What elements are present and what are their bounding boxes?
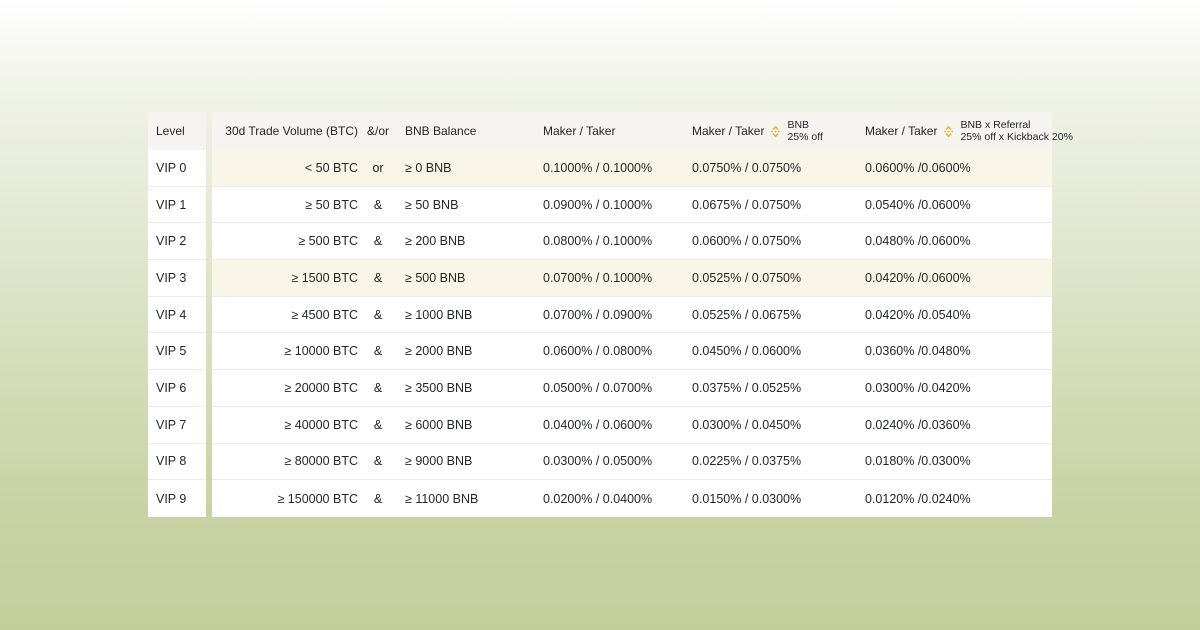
- andor-cell: &: [358, 297, 398, 334]
- maker-taker-referral-cell: 0.0240% /0.0360%: [860, 407, 1052, 444]
- trade-volume-cell: < 50 BTC: [212, 150, 358, 187]
- maker-taker-cell: 0.0700% / 0.1000%: [535, 260, 688, 297]
- maker-taker-cell: 0.0400% / 0.0600%: [535, 407, 688, 444]
- level-cell: VIP 8: [148, 444, 206, 481]
- header-bnb-balance: BNB Balance: [398, 112, 535, 150]
- level-cell: VIP 3: [148, 260, 206, 297]
- andor-cell: or: [358, 150, 398, 187]
- header-bnb-discount-line1: BNB: [787, 118, 810, 131]
- andor-cell: &: [358, 407, 398, 444]
- table-row: [148, 297, 1052, 334]
- andor-cell: &: [358, 223, 398, 260]
- andor-cell: &: [358, 444, 398, 481]
- header-referral-line1: BNB x Referral: [960, 118, 1031, 131]
- bnb-balance-cell: ≥ 6000 BNB: [398, 407, 535, 444]
- table-row: [148, 187, 1052, 224]
- bnb-balance-cell: ≥ 9000 BNB: [398, 444, 535, 481]
- maker-taker-bnb-discount-cell: 0.0225% / 0.0375%: [688, 444, 860, 481]
- bnb-balance-cell: ≥ 2000 BNB: [398, 333, 535, 370]
- header-referral-line2: 25% off x Kickback 20%: [960, 131, 1073, 143]
- bnb-balance-cell: ≥ 500 BNB: [398, 260, 535, 297]
- maker-taker-cell: 0.0300% / 0.0500%: [535, 444, 688, 481]
- level-cell: VIP 1: [148, 187, 206, 224]
- maker-taker-referral-cell: 0.0120% /0.0240%: [860, 480, 1052, 517]
- table-header-row: [148, 112, 1073, 150]
- level-cell: VIP 5: [148, 333, 206, 370]
- andor-cell: &: [358, 480, 398, 517]
- maker-taker-referral-cell: 0.0420% /0.0540%: [860, 297, 1052, 334]
- maker-taker-referral-cell: 0.0420% /0.0600%: [860, 260, 1052, 297]
- trade-volume-cell: ≥ 500 BTC: [212, 223, 358, 260]
- maker-taker-bnb-discount-cell: 0.0375% / 0.0525%: [688, 370, 860, 407]
- level-cell: VIP 7: [148, 407, 206, 444]
- level-cell: VIP 4: [148, 297, 206, 334]
- header-bnb-discount-line2: 25% off: [787, 131, 823, 143]
- header-maker-taker-bnb-prefix: Maker / Taker: [692, 124, 765, 138]
- bnb-balance-cell: ≥ 1000 BNB: [398, 297, 535, 334]
- maker-taker-cell: 0.1000% / 0.1000%: [535, 150, 688, 187]
- table-row: [148, 444, 1052, 481]
- header-andor: &/or: [358, 112, 398, 150]
- level-cell: VIP 2: [148, 223, 206, 260]
- maker-taker-bnb-discount-cell: 0.0450% / 0.0600%: [688, 333, 860, 370]
- header-level: Level: [148, 112, 206, 150]
- level-cell: VIP 9: [148, 480, 206, 517]
- trade-volume-cell: ≥ 10000 BTC: [212, 333, 358, 370]
- table-body: [148, 150, 1052, 517]
- maker-taker-referral-cell: 0.0480% /0.0600%: [860, 223, 1052, 260]
- level-cell: VIP 0: [148, 150, 206, 187]
- trade-volume-cell: ≥ 80000 BTC: [212, 444, 358, 481]
- maker-taker-cell: 0.0600% / 0.0800%: [535, 333, 688, 370]
- trade-volume-cell: ≥ 40000 BTC: [212, 407, 358, 444]
- maker-taker-referral-cell: 0.0540% /0.0600%: [860, 187, 1052, 224]
- table-row: [148, 223, 1052, 260]
- maker-taker-cell: 0.0800% / 0.1000%: [535, 223, 688, 260]
- trade-volume-cell: ≥ 1500 BTC: [212, 260, 358, 297]
- header-referral-lines: [960, 119, 1072, 143]
- maker-taker-bnb-discount-cell: 0.0300% / 0.0450%: [688, 407, 860, 444]
- vip-fee-table: [148, 112, 1073, 517]
- trade-volume-cell: ≥ 4500 BTC: [212, 297, 358, 334]
- table-row: [148, 370, 1052, 407]
- maker-taker-referral-cell: 0.0600% /0.0600%: [860, 150, 1052, 187]
- maker-taker-referral-cell: 0.0180% /0.0300%: [860, 444, 1052, 481]
- andor-cell: &: [358, 260, 398, 297]
- maker-taker-cell: 0.0200% / 0.0400%: [535, 480, 688, 517]
- andor-cell: &: [358, 370, 398, 407]
- maker-taker-cell: 0.0700% / 0.0900%: [535, 297, 688, 334]
- table-row: [148, 150, 1052, 187]
- table-row: [148, 407, 1052, 444]
- maker-taker-cell: 0.0500% / 0.0700%: [535, 370, 688, 407]
- header-volume: 30d Trade Volume (BTC): [212, 112, 358, 150]
- bnb-balance-cell: ≥ 0 BNB: [398, 150, 535, 187]
- bnb-diamond-icon: [769, 125, 782, 138]
- bnb-balance-cell: ≥ 200 BNB: [398, 223, 535, 260]
- header-bnb-discount-lines: [787, 119, 822, 143]
- maker-taker-bnb-discount-cell: 0.0675% / 0.0750%: [688, 187, 860, 224]
- maker-taker-bnb-discount-cell: 0.0750% / 0.0750%: [688, 150, 860, 187]
- bnb-balance-cell: ≥ 11000 BNB: [398, 480, 535, 517]
- andor-cell: &: [358, 187, 398, 224]
- maker-taker-bnb-discount-cell: 0.0600% / 0.0750%: [688, 223, 860, 260]
- maker-taker-cell: 0.0900% / 0.1000%: [535, 187, 688, 224]
- maker-taker-bnb-discount-cell: 0.0150% / 0.0300%: [688, 480, 860, 517]
- table-row: [148, 333, 1052, 370]
- maker-taker-referral-cell: 0.0300% /0.0420%: [860, 370, 1052, 407]
- andor-cell: &: [358, 333, 398, 370]
- bnb-balance-cell: ≥ 50 BNB: [398, 187, 535, 224]
- table-row: [148, 260, 1052, 297]
- header-maker-taker: Maker / Taker: [535, 112, 688, 150]
- header-maker-taker-bnb-discount: [688, 112, 860, 150]
- bnb-balance-cell: ≥ 3500 BNB: [398, 370, 535, 407]
- header-maker-taker-referral-prefix: Maker / Taker: [865, 124, 938, 138]
- header-maker-taker-referral: [860, 112, 1073, 150]
- bnb-diamond-icon: [942, 125, 955, 138]
- maker-taker-referral-cell: 0.0360% /0.0480%: [860, 333, 1052, 370]
- maker-taker-bnb-discount-cell: 0.0525% / 0.0675%: [688, 297, 860, 334]
- trade-volume-cell: ≥ 150000 BTC: [212, 480, 358, 517]
- level-cell: VIP 6: [148, 370, 206, 407]
- trade-volume-cell: ≥ 20000 BTC: [212, 370, 358, 407]
- trade-volume-cell: ≥ 50 BTC: [212, 187, 358, 224]
- maker-taker-bnb-discount-cell: 0.0525% / 0.0750%: [688, 260, 860, 297]
- table-row: [148, 480, 1052, 517]
